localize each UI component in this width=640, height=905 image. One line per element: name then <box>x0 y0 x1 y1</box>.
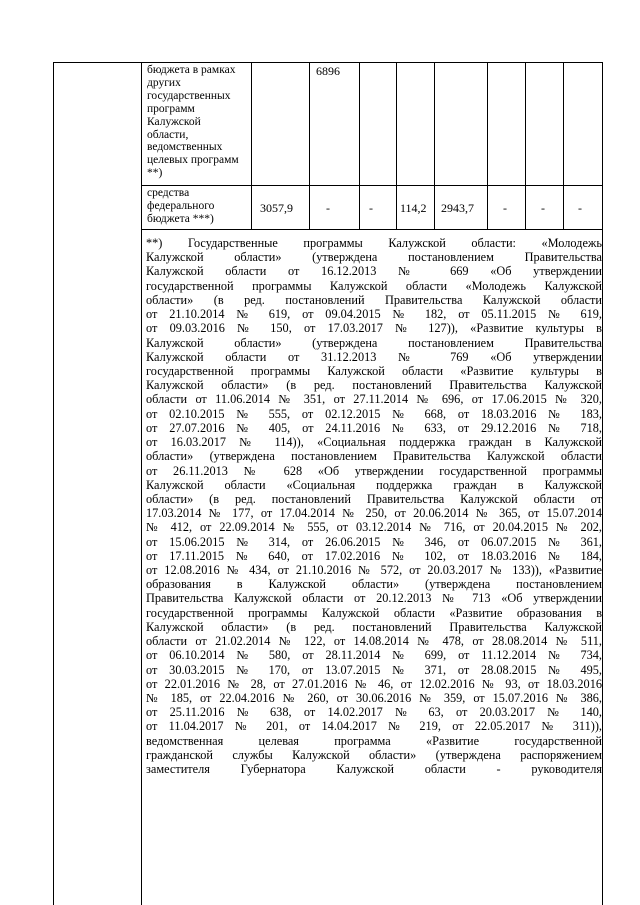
row2-value: 2943,7 <box>441 201 474 215</box>
footnote-line: от 15.06.2015 № 314, от 26.06.2015 № 346, от 06.07.2015 № 361, <box>146 534 602 549</box>
footnote-paragraph <box>146 236 602 776</box>
row2-value: - <box>326 201 330 215</box>
footnote-line: Калужской области от 16.12.2013 № 669 «Об утверждении <box>146 264 602 279</box>
footnote-line: образования в Калужской области» (утверждена постановлением <box>146 577 602 592</box>
row1-label-line: Калужской <box>147 115 201 128</box>
row2-label <box>147 187 249 226</box>
table-col-divider <box>525 62 526 229</box>
footnote-line: от 12.08.2016 № 434, от 21.10.2016 № 572, от 20.03.2017 № 133)), «Развитие <box>146 563 602 578</box>
footnote-line: заместителя Губернатора Калужской области - руководителя <box>146 762 602 777</box>
row1-label-line: других <box>147 76 181 89</box>
row2-label-line: средства <box>147 187 190 199</box>
footnote-line: области» (в ред. постановлений Правительства Калужской области <box>146 292 602 307</box>
footnote-line: от 30.03.2015 № 170, от 13.07.2015 № 371, от 28.08.2015 № 495, <box>146 662 602 677</box>
footnote-line: Калужской области от 31.12.2013 № 769 «Об утверждении <box>146 349 602 364</box>
footnote-line: № 185, от 22.04.2016 № 260, от 30.06.2016 № 359, от 15.07.2016 № 386, <box>146 691 602 705</box>
table-col-divider <box>359 62 360 229</box>
row1-label <box>147 64 249 180</box>
footnote-line: от 17.11.2015 № 640, от 17.02.2016 № 102, от 18.03.2016 № 184, <box>146 548 602 563</box>
row2-value-total: 3057,9 <box>260 201 293 215</box>
footnote-line: Калужской области «Социальная поддержка граждан в Калужской <box>146 477 602 492</box>
footnote-line: № 412, от 22.09.2014 № 555, от 03.12.2014 № 716, от 20.04.2015 № 202, <box>146 520 602 535</box>
footnote-line: государственной программы Калужской области «Развитие образования в <box>146 605 602 620</box>
footnote-line: области» (в ред. постановлений Правительства Калужской области от <box>146 491 602 506</box>
table-col-divider <box>563 62 564 229</box>
row2-value: - <box>578 201 582 215</box>
row2-value: - <box>503 201 507 215</box>
row1-label-line: области, <box>147 128 189 141</box>
table-top-border <box>53 62 602 63</box>
table-label-column-border <box>141 62 142 905</box>
table-col-divider <box>434 62 435 229</box>
footnote-line: области» (утверждена постановлением Правительства Калужской области <box>146 449 602 464</box>
footnote-line: от 21.10.2014 № 619, от 09.04.2015 № 182, от 05.11.2015 № 619, <box>146 307 602 322</box>
table-row-separator <box>141 229 602 230</box>
footnote-line: области от 21.02.2014 № 122, от 14.08.2014 № 478, от 28.08.2014 № 511, <box>146 634 602 649</box>
footnote-line: Калужской области» (утверждена постановлением Правительства <box>146 250 602 265</box>
footnote-line: от 25.11.2016 № 638, от 14.02.2017 № 63, от 20.03.2017 № 140, <box>146 705 602 720</box>
table-row-separator <box>141 185 602 186</box>
footnote-line: Калужской области» (утверждена постановлением Правительства <box>146 335 602 350</box>
footnote-line: от 11.04.2017 № 201, от 14.04.2017 № 219, от 22.05.2017 № 311)), <box>146 719 602 734</box>
footnote-line: гражданской службы Калужской области» (утверждена распоряжением <box>146 747 602 762</box>
footnote-line: 17.03.2014 № 177, от 17.04.2014 № 250, от 20.06.2014 № 365, от 15.07.2014 <box>146 506 602 521</box>
table-left-border <box>53 62 54 905</box>
footnote-line: от 06.10.2014 № 580, от 28.11.2014 № 699, от 11.12.2014 № 734, <box>146 648 602 663</box>
row2-value: - <box>369 201 373 215</box>
footnote-line: от 22.01.2016 № 28, от 27.01.2016 № 46, от 12.02.2016 № 93, от 18.03.2016 <box>146 676 602 691</box>
footnote-line: **) Государственные программы Калужской области: «Молодежь <box>146 236 602 250</box>
footnote-line: от 16.03.2017 № 114)), «Социальная поддержка граждан в Калужской <box>146 435 602 450</box>
row1-label-line: целевых программ <box>147 154 239 167</box>
row1-label-line: государственных <box>147 89 231 102</box>
footnote-line: Калужской области» (в ред. постановлений Правительства Калужской <box>146 619 602 634</box>
footnote-line: Правительства Калужской области от 20.12.2013 № 713 «Об утверждении <box>146 591 602 606</box>
footnote-line: ведомственная целевая программа «Развитие государственной <box>146 733 602 748</box>
footnote-line: Калужской области» (в ред. постановлений Правительства Калужской <box>146 378 602 393</box>
row2-value: - <box>541 201 545 215</box>
row1-col2-value: 6896 <box>316 64 340 78</box>
table-col-divider <box>251 62 252 229</box>
footnote-line: от 02.10.2015 № 555, от 02.12.2015 № 668, от 18.03.2016 № 183, <box>146 406 602 421</box>
table-col-divider <box>487 62 488 229</box>
table-right-border <box>602 62 603 905</box>
table-col-divider <box>396 62 397 229</box>
table-col-divider <box>309 62 310 229</box>
footnote-line: от 09.03.2016 № 150, от 17.03.2017 № 127)), «Развитие культуры в <box>146 321 602 336</box>
row2-value: 114,2 <box>400 201 427 215</box>
row1-label-line: **) <box>147 167 163 180</box>
footnote-line: от 27.07.2016 № 405, от 24.11.2016 № 633, от 29.12.2016 № 718, <box>146 420 602 435</box>
footnote-line: от 26.11.2013 № 628 «Об утверждении государственной программы <box>146 463 602 478</box>
footnote-line: государственной программы Калужской области «Развитие культуры в <box>146 363 602 378</box>
row1-label-line: ведомственных <box>147 141 223 154</box>
row1-label-line: бюджета в рамках <box>147 64 236 76</box>
row2-label-line: федерального <box>147 199 215 212</box>
row2-label-line: бюджета ***) <box>147 212 214 225</box>
footnote-line: государственной программы Калужской области «Молодежь Калужской <box>146 278 602 293</box>
row1-label-line: программ <box>147 102 195 115</box>
footnote-line: области от 11.06.2014 № 351, от 27.11.2014 № 696, от 17.06.2015 № 320, <box>146 392 602 407</box>
